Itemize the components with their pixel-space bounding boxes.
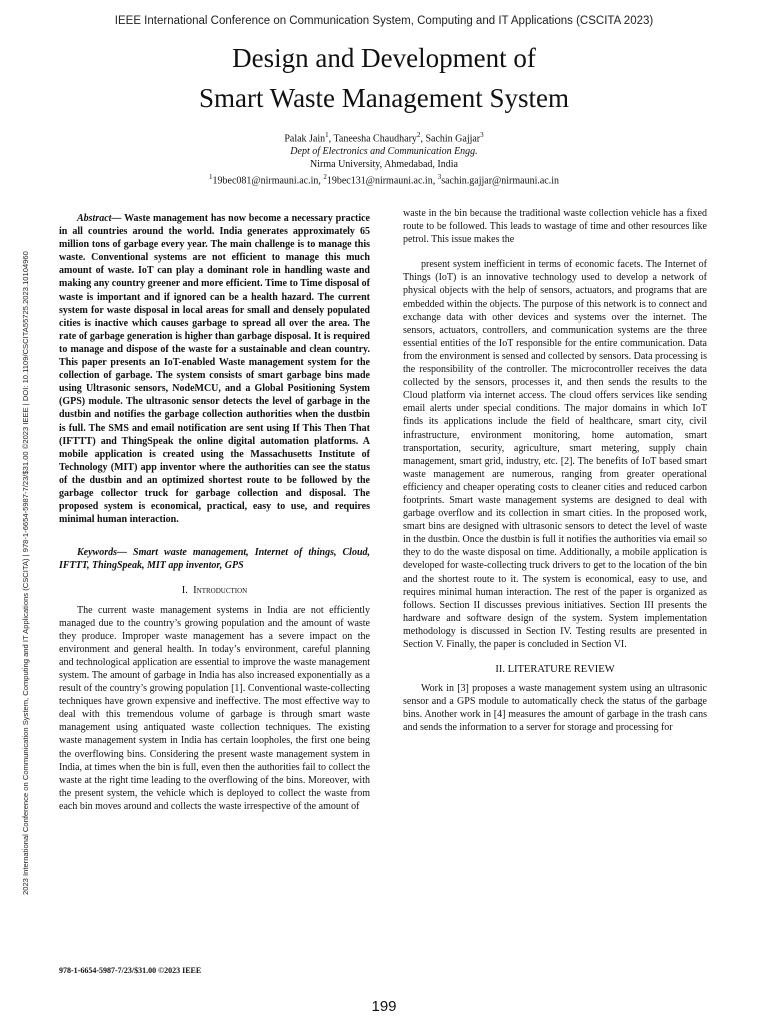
department: Dept of Electronics and Communication Engg.	[290, 145, 478, 157]
abstract-text: Waste management has now become a necessary practice in all countries around the world. India generates approximately 65 million tons of garbage every year. The main challenge is to manage this waste. Conventional systems are not efficient to manage this much amount of waste. IoT can play a dominant role in handling waste and making any country greener and more efficient. Time to Time disposal of waste is important and if ignored can be a health hazard. The current system for waste disposal in local areas for small and densely populated cities is inactive which causes garbage to spread all over the area. The rate of garbage generation is higher than garbage disposal. It is required to manage and dispose of the waste for a sustainable and clean country. This paper presents an IoT-enabled Waste management system for the collection of garbage. The system consists of smart garbage bins made using Ultrasonic sensors, NodeMCU, and a Global Positioning System (GPS) module. The ultrasonic sensor detects the level of garbage in the dustbin and notifies the garbage collection authorities when the dustbin is full. The SMS and email notification are sent using If This Then That (IFTTT) and ThingSpeak the online digital automation platforms. A mobile application is created using the Massachusetts Institute of Technology (MIT) app inventor where the authorities can see the status of the dustbin and an optimized shortest route to be followed by the garbage collector truck for garbage collection and disposal. The proposed system is economical, practical, easy to use, and requires minimal human interaction.	[59, 213, 370, 526]
keywords: Keywords— Smart waste management, Internet of things, Cloud, IFTTT, ThingSpeak, MIT app inventor, GPS	[59, 547, 370, 572]
intro-continuation-paragraph: waste in the bin because the traditional waste collection vehicle has a fixed route to be followed. This leads to wastage of time and other resources like petrol. This issue makes the	[403, 208, 707, 246]
literature-review-paragraph: Work in [3] proposes a waste management system using an ultrasonic sensor and a GPS module to automatically check the status of the garbage bins. Another work in [4] measures the amount of garbage in the trash cans and sends the information to a server for storage and processing for	[403, 683, 707, 734]
abstract-label: Abstract—	[77, 213, 122, 224]
email-1-sup: 1	[209, 173, 213, 182]
title-line-1: Design and Development of	[232, 43, 536, 73]
introduction-paragraph: The current waste management systems in India are not efficiently managed due to the country’s growing population and the amount of waste they produce. Improper waste management has a severe impact on the environment and general health. In today’s environment, careful planning and technological application are essential to improve the waste management system. The amount of garbage in India has also increased exponentially as a result of the country’s growing population [1]. Conventional waste-collecting techniques have grown expensive and ineffective. The most effective way to deal with this tremendous volume of garbage is through smart waste management using antiquated waste collection techniques. The existing waste management system in India has certain loopholes, the first one being the overflowing bins. Considering the present waste management system in India, at times when the bin is full, even then the authorities fail to collect the waste at the right time leading to the overflowing of the bins. Moreover, with the present system, the vehicle which is deployed to collect the waste from each bin moves around and collects the waste irrespective of the amount of	[59, 604, 370, 812]
section-1-heading	[59, 584, 370, 597]
author-3: , Sachin Gajjar	[420, 133, 481, 145]
author-2-sup: 2	[416, 131, 421, 139]
abstract	[59, 212, 370, 526]
email-2: 19bec131@nirmauni.ac.in,	[326, 175, 438, 187]
section-1-number: I.	[181, 585, 188, 597]
author-3-sup: 3	[480, 131, 484, 139]
email-1: 19bec081@nirmauni.ac.in,	[212, 175, 324, 187]
section-1-title: Introduction	[193, 585, 248, 597]
email-2-sup: 2	[323, 173, 327, 182]
email-3: sachin.gajjar@nirmauni.ac.in	[441, 175, 559, 187]
section-2-heading: II. LITERATURE REVIEW	[495, 664, 615, 676]
side-citation: 2023 International Conference on Communication System, Computing and IT Applications (CSCITA) | 978-1-6654-5987-7/23/$31.00 ©2023 IEEE | DOI: 10.1109/CSCITA55725.2023.10104960	[21, 251, 30, 895]
author-1-sup: 1	[325, 131, 329, 139]
title-line-2: Smart Waste Management System	[198, 83, 569, 113]
right-column	[403, 207, 707, 735]
author-emails	[0, 171, 768, 188]
page-number: 199	[371, 998, 397, 1015]
author-block	[0, 129, 768, 188]
author-1: Palak Jain	[284, 133, 326, 145]
isbn-footer: 978-1-6654-5987-7/23/$31.00 ©2023 IEEE	[59, 966, 202, 975]
intro-iot-paragraph: present system inefficient in terms of economic facets. The Internet of Things (IoT) is an innovative technology used to develop a network of physical objects with the help of sensors, actuators, and programs that are embedded within the objects. The purpose of this network is to connect and exchange data with other devices and systems over the internet. The sensors, actuators, controllers, and communication systems are the three essential entities of the IoT responsible for the entire communication. Data from the environment is sensed and collected by sensors. Data processing is the responsibility of the controller. The microcontroller receives the data collected by the sensors, processes it, and then sends the results to the Cloud platform via internet access. The cloud offers services like sending email alerts under special conditions. The major domains in which IoT finds its applications include the field of healthcare, smart city, civil infrastructure, environment monitoring, home automation, smart transportation, security, agriculture, smart metering, supply chain management, smart grid, industry, etc. [2]. The benefits of IoT based smart waste management are numerous, ranging from greater operational efficiency and cheaper operating costs to cleaner cities and reduced carbon footprints. Smart waste management systems are designed to deal with garbage overflow and its collection in smart cities. In the proposed work, smart bins are designed with ultrasonic sensors to detect the level of waste in the dustbin. Once the dustbin is full it notifies the authorities via email so they to do the waste disposal on time. Additionally, a mobile application is developed for waste-collecting truck drivers to get to the location of the bin and the shortest route to it. The system is economical, easy to use, and requires minimal human interaction. The rest of the paper is organized as follows. Section II discusses previous initiatives. Section III presents the hardware and software design of the system. System implementation methodology is discussed in Section IV. Testing results are presented in Section V. Finally, the paper is concluded in Section VI.	[403, 259, 707, 650]
paper-title	[0, 38, 768, 118]
affiliation: Nirma University, Ahmedabad, India	[310, 158, 458, 170]
conference-header: IEEE International Conference on Communication System, Computing and IT Applications (CSCITA 2023)	[114, 15, 654, 27]
left-column	[59, 212, 370, 813]
email-3-sup: 3	[437, 173, 442, 182]
author-2: , Taneesha Chaudhary	[328, 133, 417, 145]
author-names	[0, 129, 768, 146]
